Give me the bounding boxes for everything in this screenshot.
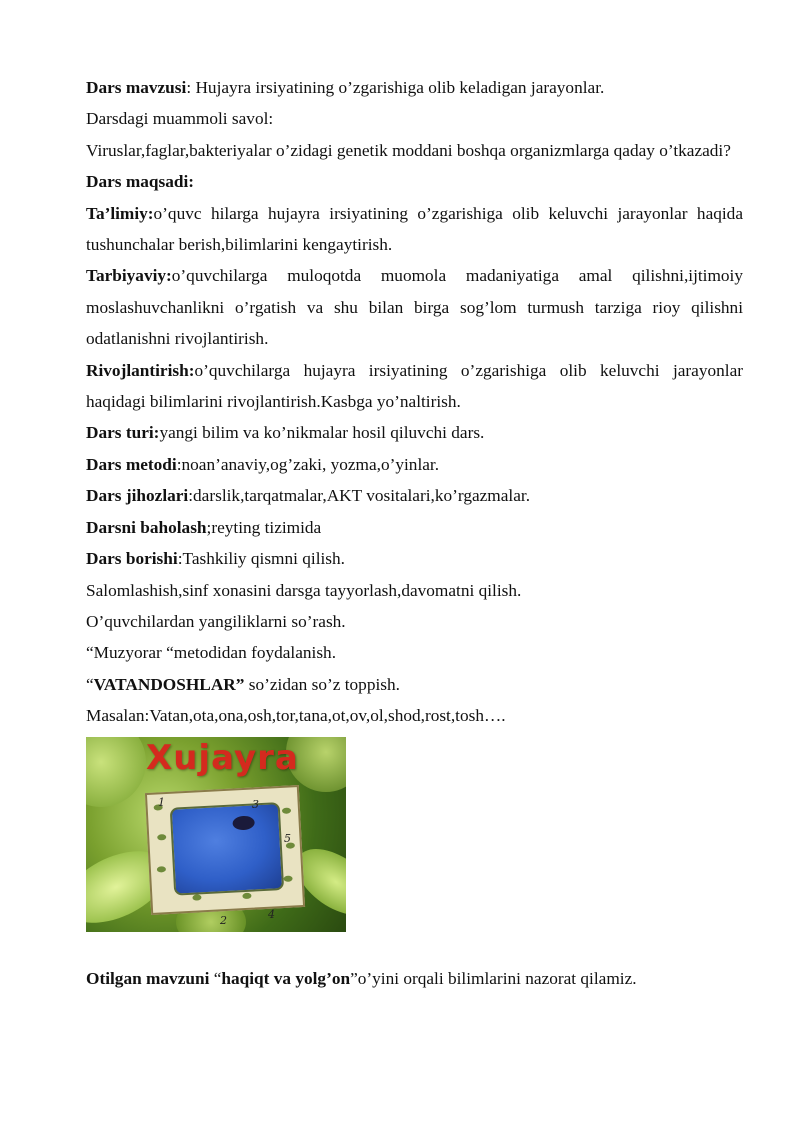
- figure-label-3: 3: [252, 797, 259, 811]
- chloroplast-icon: [282, 807, 291, 813]
- goal-label: Dars maqsadi:: [86, 172, 195, 192]
- topic-label: Dars mavzusi: [86, 78, 187, 97]
- equipment-line: [86, 480, 743, 511]
- educational-text: o’quvc hilarga hujayra irsiyatining o’zgarishiga olib keluvchi jarayonlar haqida tushunchalar berish,bilimlarini kengaytirish.: [86, 203, 743, 255]
- word-game-line: [86, 669, 743, 700]
- word-game-word: VATANDOSHLAR”: [93, 674, 245, 694]
- equipment-text: :darslik,tarqatmalar,AKT vositalari,ko’rgazmalar.: [188, 486, 531, 506]
- assessment-label: Darsni baholash: [86, 517, 207, 537]
- assessment-text: ;reyting tizimida: [206, 517, 322, 537]
- figure-label-2: 2: [220, 913, 227, 927]
- procedure-text: :Tashkiliy qismni qilish.: [177, 549, 345, 569]
- greeting-line: Salomlashish,sinf xonasini darsga tayyorlash,davomatni qilish.: [86, 580, 522, 600]
- plant-cell-diagram: [145, 785, 305, 915]
- lesson-method-text: :noan’anaviy,og’zaki, yozma,o’yinlar.: [176, 454, 440, 474]
- word-game-text: so’zidan so’z toppish.: [244, 674, 400, 694]
- developmental-label: Rivojlantirish:: [86, 360, 195, 380]
- chloroplast-icon: [192, 894, 201, 900]
- closing-bold-2: haqiqt va yolg’on: [221, 968, 351, 988]
- goal-line: [86, 166, 743, 197]
- closing-line: [86, 963, 743, 994]
- problem-question-text: Viruslar,faglar,bakteriyalar o’zidagi genetik moddani boshqa organizmlarga qaday o’tkazadi?: [86, 140, 731, 160]
- closing-text: ”o’yini orqali bilimlarini nazorat qilamiz.: [350, 968, 637, 988]
- upbringing-label: Tarbiyaviy:: [86, 266, 172, 286]
- vacuole: [170, 802, 284, 896]
- upbringing-goal: [86, 260, 743, 354]
- equipment-label: Dars jihozlari: [86, 486, 189, 506]
- virus-particle-icon: [86, 737, 146, 807]
- closing-bold-1: Otilgan mavzuni: [86, 968, 210, 988]
- educational-goal: [86, 198, 743, 261]
- chloroplast-icon: [157, 866, 166, 872]
- example-line: Masalan:Vatan,ota,ona,osh,tor,tana,ot,ov,ol,shod,rost,tosh….: [86, 706, 506, 726]
- lesson-method-label: Dars metodi: [86, 454, 177, 474]
- chloroplast-icon: [283, 875, 292, 881]
- procedure-line: [86, 543, 743, 574]
- upbringing-text: o’quvchilarga muloqotda muomola madaniyatiga amal qilishni,ijtimoiy moslashuvchanlikni o’rgatish va shu bilan birga sog’lom turmush tarziga rioy qilishni odatlanishni rivojlantirish.: [86, 266, 743, 349]
- chloroplast-icon: [157, 834, 166, 840]
- lesson-type-text: yangi bilim va ko’nikmalar hosil qiluvchi dars.: [159, 423, 485, 443]
- figure-label-1: 1: [158, 795, 165, 809]
- lesson-plan-page: [86, 72, 743, 994]
- figure-label-5: 5: [284, 831, 291, 845]
- figure-label-4: 4: [268, 907, 275, 921]
- topic-line: [86, 72, 743, 103]
- news-line: O’quvchilardan yangiliklarni so’rash.: [86, 611, 346, 631]
- assessment-line: [86, 512, 743, 543]
- chloroplast-icon: [242, 892, 251, 898]
- developmental-goal: [86, 355, 743, 418]
- topic-text: : Hujayra irsiyatining o’zgarishiga olib keladigan jarayonlar.: [186, 78, 605, 97]
- figure-title: Xujayra: [146, 737, 299, 778]
- lesson-type-label: Dars turi:: [86, 423, 160, 443]
- educational-label: Ta’limiy:: [86, 203, 154, 223]
- developmental-text: o’quvchilarga hujayra irsiyatining o’zgarishiga olib keluvchi jarayonlar haqidagi bilimlarini rivojlantirish.Kasbga yo’naltirish.: [86, 360, 743, 412]
- word-game-quote: “: [86, 674, 94, 694]
- lesson-type-line: [86, 417, 743, 448]
- procedure-label: Dars borishi: [86, 549, 178, 569]
- closing-quote: “: [209, 968, 222, 988]
- lesson-method-line: [86, 449, 743, 480]
- cell-illustration: [86, 737, 346, 932]
- method-line: “Muzyorar “metodidan foydalanish.: [86, 643, 337, 663]
- problem-question-label: Darsdagi muammoli savol:: [86, 109, 274, 129]
